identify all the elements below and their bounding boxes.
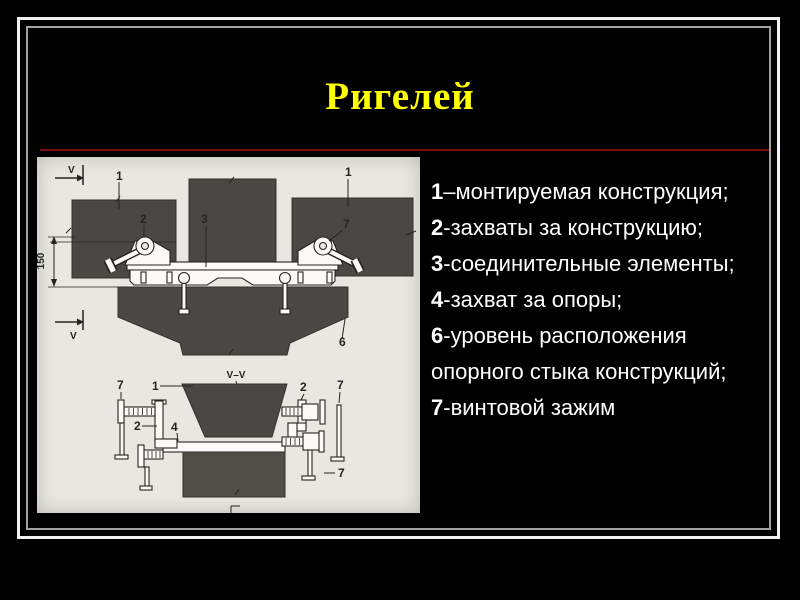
- legend-text: захваты за конструкцию;: [450, 215, 703, 240]
- legend-separator: -: [443, 215, 451, 240]
- legend-text: уровень расположения: [450, 323, 687, 348]
- legend-text: монтируемая конструкция;: [455, 179, 729, 204]
- plate-slot: [141, 272, 146, 283]
- legend-number: 2: [431, 215, 444, 240]
- callout-2-left: 2: [134, 419, 141, 433]
- callout-6: 6: [339, 335, 346, 349]
- callout-7-bottom: 7: [338, 466, 345, 480]
- callout-1-right: 1: [345, 165, 352, 179]
- legend-text: захват за опоры;: [450, 287, 623, 312]
- legend: [431, 174, 779, 426]
- legend-number: 4: [431, 287, 444, 312]
- support-grip-plate: [163, 442, 285, 452]
- callout-7-left: 7: [117, 378, 124, 392]
- column-head-block: [118, 287, 348, 355]
- dimension-150-text: 150: [37, 252, 47, 270]
- legend-number: 1: [431, 179, 444, 204]
- plate-slot: [298, 272, 303, 283]
- legend-line: [431, 246, 779, 282]
- title-divider-line: [40, 149, 769, 151]
- legend-number: 3: [431, 251, 444, 276]
- legend-line: [431, 210, 779, 246]
- legend-separator: –: [443, 179, 456, 204]
- legend-text: винтовой зажим: [450, 395, 616, 420]
- legend-text: опорного стыка конструкций;: [431, 359, 727, 384]
- section-letter-top: V: [68, 165, 75, 176]
- technical-drawing-photo: [37, 157, 420, 513]
- legend-line: [431, 390, 779, 426]
- legend-number: 6: [431, 323, 444, 348]
- legend-separator: -: [443, 323, 451, 348]
- screw-clamp-right-lower: [282, 431, 324, 480]
- section-title: V–V: [226, 370, 246, 381]
- screw-clamp-left-lower: [138, 445, 163, 490]
- upper-view: [37, 165, 416, 355]
- plate-slot: [327, 272, 332, 283]
- plate-slot: [167, 272, 172, 283]
- page-title: Ригелей: [325, 75, 475, 118]
- column-cross-section: [183, 452, 285, 497]
- legend-line: [431, 174, 779, 210]
- legend-separator: -: [443, 251, 451, 276]
- legend-line: [431, 354, 779, 390]
- rigel-cross-section: [182, 384, 287, 437]
- callout-2-right: 2: [300, 380, 307, 394]
- legend-separator: -: [443, 287, 451, 312]
- center-column-block: [189, 179, 276, 275]
- rigel-mounting-diagram: [37, 157, 420, 513]
- section-view: [115, 370, 345, 513]
- legend-separator: -: [443, 395, 451, 420]
- legend-number: 7: [431, 395, 444, 420]
- legend-text: соединительные элементы;: [450, 251, 735, 276]
- callout-1-left: 1: [116, 169, 123, 183]
- callout-3: 3: [201, 212, 208, 226]
- callout-4: 4: [171, 420, 178, 434]
- callout-1-section: 1: [152, 379, 159, 393]
- legend-line: [431, 318, 779, 354]
- callout-2: 2: [140, 212, 147, 226]
- screw-clamp-right-upper: [282, 400, 344, 461]
- callout-7: 7: [343, 217, 350, 231]
- legend-line: [431, 282, 779, 318]
- callout-7-right: 7: [337, 378, 344, 392]
- section-letter-bottom: V: [70, 331, 77, 342]
- traverse-plate: [130, 270, 335, 285]
